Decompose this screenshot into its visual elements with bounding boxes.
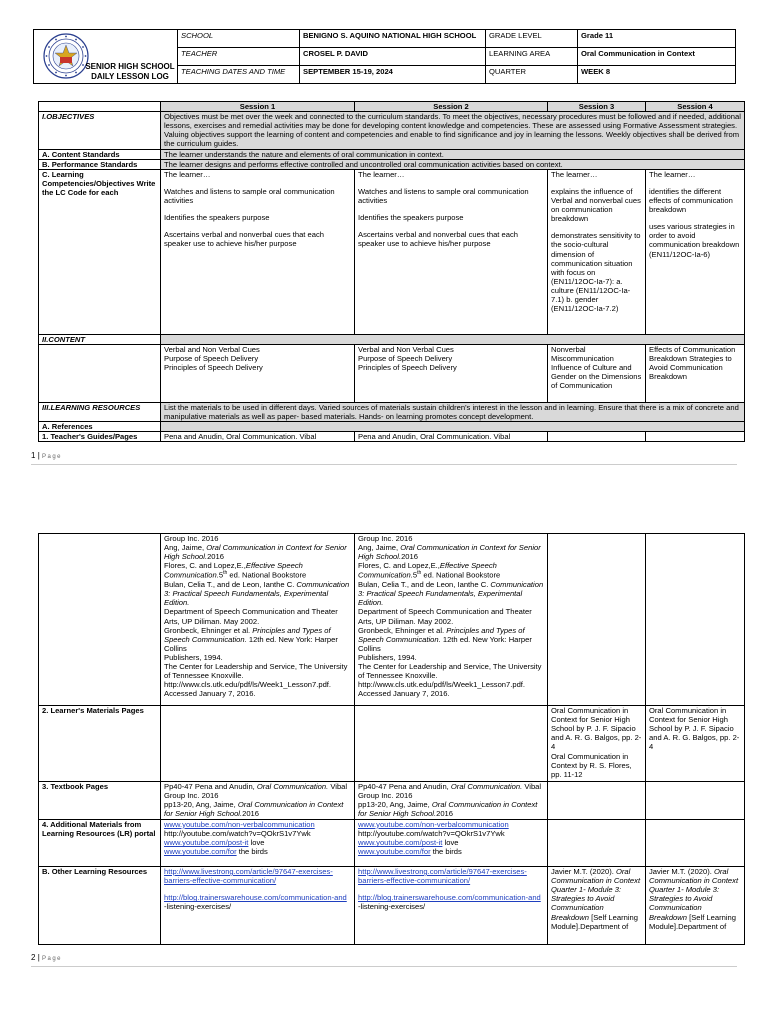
competencies-row [39, 169, 745, 334]
learning-resources-row [39, 402, 745, 421]
other-resources-row [39, 867, 745, 945]
learning-resources-label: III.LEARNING RESOURCES [39, 402, 161, 421]
competencies-label: C. Learning Competencies/Objectives Write the LC Code for each [39, 169, 161, 334]
session-2-header: Session 2 [355, 102, 548, 112]
lesson-log-title: SENIOR HIGH SCHOOL DAILY LESSON LOG [85, 62, 175, 81]
teacher-guides-continued-session-3 [548, 534, 646, 706]
s2-content-2: Purpose of Speech Delivery [358, 353, 453, 363]
page-2 [0, 500, 768, 1024]
link-nonverbal-communication[interactable]: www.youtube.com/non-verbalcommunication [164, 820, 315, 829]
additional-materials-session-3 [548, 820, 646, 867]
link-trainerswarehouse[interactable]: http://blog.trainerswarehouse.com/communication-and [358, 893, 541, 903]
teacher-guides-continued-session-1: Group Inc. 2016 Ang, Jaime, Oral Communication in Context for Senior High School.2016 Flores, C. and Lopez,E.,Effective Speech Communication.5th ed. National Bookstore Bulan, Celia T., and de Leon, Ianthe C. Communication 3: Practical Speech Fundamentals, Experimental Edition. Department of Speech Communication and Theater Arts, UP Diliman. May 2002. Gronbeck, Ehninger et al. Principles and Types of Speech Communication. 12th ed. New York: Harper Collins Publishers, 1994. The Center for Leadership and Service, The University of Tennessee Knoxville. http://www.cls.utk.edu/pdf/ls/Week1_Lesson7.pdf. Accessed January 7, 2016. [161, 534, 355, 706]
textbook-session-4 [646, 782, 745, 820]
learners-materials-label: 2. Learner's Materials Pages [39, 706, 161, 782]
session-header-blank [39, 102, 161, 112]
references-label: A. References [39, 422, 161, 432]
teacher-guides-session-2: Pena and Anudin, Oral Communication. Vibal [355, 432, 548, 442]
teacher-guides-label: 1. Teacher's Guides/Pages [39, 432, 161, 442]
teacher-guides-continued-session-2: Group Inc. 2016 Ang, Jaime, Oral Communication in Context for Senior High School.2016 Flores, C. and Lopez,E.,Effective Speech Communication.5th ed. National Bookstore Bulan, Celia T., and de Leon, Ianthe C. Communication 3: Practical Speech Fundamentals, Experimental Edition. Department of Speech Communication and Theater Arts, UP Diliman. May 2002. Gronbeck, Ehninger et al. Principles and Types of Speech Communication. 12th ed. New York: Harper Collins Publishers, 1994. The Center for Leadership and Service, The University of Tennessee Knoxville. http://www.cls.utk.edu/pdf/ls/Week1_Lesson7.pdf. Accessed January 7, 2016. [355, 534, 548, 706]
textbook-session-3 [548, 782, 646, 820]
additional-materials-session-4 [646, 820, 745, 867]
s1-ascertains: Ascertains verbal and nonverbal cues that each speaker use to achieve his/her purpose [164, 230, 324, 249]
content-session-3: Nonverbal Miscommunication Influence of Culture and Gender on the Dimensions of Communication [548, 344, 646, 402]
s2-ascertains: Ascertains verbal and nonverbal cues that each speaker use to achieve his/her purpose [358, 230, 518, 249]
content-header-row [39, 334, 745, 344]
learning-resources-text: List the materials to be used in different days. Varied sources of materials sustain children's interest in the lesson and in learning. Ensure that there is a mix of concrete and manipulative materials as well as paper- based materials. Hands- on learning promotes concept development. [161, 402, 745, 421]
teacher-guides-continued-session-4 [646, 534, 745, 706]
content-session-4: Effects of Communication Breakdown Strategies to Avoid Communication Breakdown [646, 344, 745, 402]
references-row [39, 422, 745, 432]
link-livestrong[interactable]: http://www.livestrong.com/article/97647-exercises- barriers-effective-communication/ [164, 867, 333, 886]
s1-watches: Watches and listens to sample oral communication activities [164, 186, 335, 205]
learners-materials-session-2 [355, 706, 548, 782]
footer-rule-1 [31, 464, 737, 465]
s1-content-1: Verbal and Non Verbal Cues [164, 344, 260, 354]
school-value: BENIGNO S. AQUINO NATIONAL HIGH SCHOOL [300, 30, 486, 48]
s3-explains: explains the influence of Verbal and nonverbal cues on communication breakdown [551, 186, 641, 224]
page-1 [0, 0, 768, 470]
textbook-session-2: Pp40-47 Pena and Anudin, Oral Communication. Vibal Group Inc. 2016 pp13-20, Ang, Jaime, Oral Communication in Context for Senior High School.2016 [355, 782, 548, 820]
learners-materials-session-3: Oral Communication in Context for Senior High School by P. J. F. Sipacio and A. R. G. Balgos, pp. 2-4 Oral Communication in Context by R. S. Flores, pp. 11-12 [548, 706, 646, 782]
content-standards-row [39, 149, 745, 159]
s1-content-2: Purpose of Speech Delivery [164, 353, 259, 363]
teacher-guides-continued-label [39, 534, 161, 706]
link-post-it[interactable]: www.youtube.com/post-it [164, 838, 249, 848]
competencies-session-2 [355, 169, 548, 334]
session-header-row [39, 102, 745, 112]
s1-learner: The learner… [164, 169, 211, 179]
content-standards-text: The learner understands the nature and elements of oral communication in context. [161, 149, 745, 159]
footer-rule-2 [31, 966, 737, 967]
references-fill [161, 422, 745, 432]
additional-materials-session-1: www.youtube.com/non-verbalcommunication http://youtube.com/watch?v=QOkrS1v7Ywk www.youtube.com/post-it love www.youtube.com/for the birds [161, 820, 355, 867]
teacher-value: CROSEL P. DAVID [300, 48, 486, 66]
other-resources-session-1: http://www.livestrong.com/article/97647-exercises- barriers-effective-communication/ http://blog.trainerswarehouse.com/communication-and -listening-exercises/ [161, 867, 355, 945]
content-label: II.CONTENT [39, 334, 161, 344]
teacher-guides-continued-row [39, 534, 745, 706]
learners-materials-row [39, 706, 745, 782]
session-3-header: Session 3 [548, 102, 646, 112]
performance-standards-label: B. Performance Standards [39, 159, 161, 169]
teacher-guides-session-4 [646, 432, 745, 442]
additional-materials-label: 4. Additional Materials from Learning Resources (LR) portal [39, 820, 161, 867]
link-trainerswarehouse[interactable]: http://blog.trainerswarehouse.com/communication-and [164, 893, 347, 903]
content-header-fill [161, 334, 745, 344]
teacher-guides-row [39, 432, 745, 442]
teaching-dates-value: SEPTEMBER 15-19, 2024 [300, 66, 486, 84]
textbook-label: 3. Textbook Pages [39, 782, 161, 820]
session-1-header: Session 1 [161, 102, 355, 112]
teaching-dates-label: TEACHING DATES AND TIME [178, 66, 300, 84]
session-4-header: Session 4 [646, 102, 745, 112]
link-nonverbal-communication[interactable]: www.youtube.com/non-verbalcommunication [358, 820, 509, 829]
page-number-2: 2 | Page [31, 953, 63, 962]
content-row [39, 344, 745, 402]
grade-level-label: GRADE LEVEL [486, 30, 578, 48]
other-resources-session-2: http://www.livestrong.com/article/97647-exercises- barriers-effective-communication/ http://blog.trainerswarehouse.com/communication-and -listening-exercises/ [355, 867, 548, 945]
quarter-value: WEEK 8 [578, 66, 736, 84]
header-logo-cell [34, 30, 178, 84]
s1-content-3: Principles of Speech Delivery [164, 363, 263, 373]
learners-materials-session-1 [161, 706, 355, 782]
lesson-log-header [33, 29, 736, 84]
other-resources-session-3: Javier M.T. (2020). Oral Communication in Context Quarter 1- Module 3: Strategies to Avoid Communication Breakdown [Self Learning Module].Department of [548, 867, 646, 945]
s3-learner: The learner… [551, 169, 598, 179]
other-resources-session-4: Javier M.T. (2020). Oral Communication in Context Quarter 1- Module 3: Strategies to Avoid Communication Breakdown [Self Learning Module].Department of [646, 867, 745, 945]
competencies-session-3 [548, 169, 646, 334]
s2-watches: Watches and listens to sample oral communication activities [358, 186, 529, 205]
textbook-row [39, 782, 745, 820]
textbook-session-1: Pp40-47 Pena and Anudin, Oral Communication. Vibal Group Inc. 2016 pp13-20, Ang, Jaime, Oral Communication in Context for Senior High School.2016 [161, 782, 355, 820]
learning-area-value: Oral Communication in Context [578, 48, 736, 66]
other-resources-label: B. Other Learning Resources [39, 867, 161, 945]
link-livestrong[interactable]: http://www.livestrong.com/article/97647-exercises- barriers-effective-communication/ [358, 867, 527, 886]
s4-identifies: identifies the different effects of communication breakdown [649, 186, 733, 215]
quarter-label: QUARTER [486, 66, 578, 84]
s4-uses: uses various strategies in order to avoid communication breakdown (EN11/12OC-Ia-6) [649, 222, 740, 259]
learning-area-label: LEARNING AREA [486, 48, 578, 66]
lesson-plan-table-page-2 [38, 533, 745, 945]
link-for-the-birds[interactable]: www.youtube.com/for [358, 847, 431, 857]
lesson-plan-table-page-1 [38, 101, 745, 442]
teacher-label: TEACHER [178, 48, 300, 66]
link-post-it[interactable]: www.youtube.com/post-it [358, 838, 443, 848]
content-session-1 [161, 344, 355, 402]
s4-learner: The learner… [649, 169, 696, 179]
s2-content-3: Principles of Speech Delivery [358, 363, 457, 373]
link-for-the-birds[interactable]: www.youtube.com/for [164, 847, 237, 857]
performance-standards-row [39, 159, 745, 169]
objectives-text: Objectives must be met over the week and connected to the curriculum standards. To meet the objectives, necessary procedures must be followed and if needed, additional lessons, exercises and remedial activities may be done for developing content knowledge and competencies. These are assessed using Formative Assessment strategies. Valuing objectives support the learning of content and competencies and enable to find significance and joy in learning the lessons. Weekly objectives shall be derived from the curriculum guides. [161, 112, 745, 149]
teacher-guides-session-3 [548, 432, 646, 442]
s1-identifies: Identifies the speakers purpose [164, 213, 270, 223]
competencies-session-1 [161, 169, 355, 334]
s3-demonstrates: demonstrates sensitivity to the socio-cultural dimension of communication situation with focus on (EN11/12OC-Ia-7): a. culture (EN11/12OC-Ia-7.1) b. gender (EN11/12OC-Ia-7.2) [551, 231, 641, 314]
content-standards-label: A. Content Standards [39, 149, 161, 159]
s2-learner: The learner… [358, 169, 405, 179]
teacher-guides-session-1: Pena and Anudin, Oral Communication. Vibal [161, 432, 355, 442]
s2-identifies: Identifies the speakers purpose [358, 213, 464, 223]
content-session-2 [355, 344, 548, 402]
objectives-row [39, 112, 745, 149]
page-number-1: 1 | Page [31, 451, 63, 460]
s2-content-1: Verbal and Non Verbal Cues [358, 344, 454, 354]
additional-materials-row [39, 820, 745, 867]
school-label: SCHOOL [178, 30, 300, 48]
grade-level-value: Grade 11 [578, 30, 736, 48]
performance-standards-text: The learner designs and performs effective controlled and uncontrolled oral communication activities based on context. [161, 159, 745, 169]
competencies-session-4 [646, 169, 745, 334]
content-blank [39, 344, 161, 402]
objectives-label: I.OBJECTIVES [39, 112, 161, 149]
additional-materials-session-2: www.youtube.com/non-verbalcommunication http://youtube.com/watch?v=QOkrS1v7Ywk www.youtube.com/post-it love www.youtube.com/for the birds [355, 820, 548, 867]
learners-materials-session-4: Oral Communication in Context for Senior High School by P. J. F. Sipacio and A. R. G. Balgos, pp. 2-4 [646, 706, 745, 782]
